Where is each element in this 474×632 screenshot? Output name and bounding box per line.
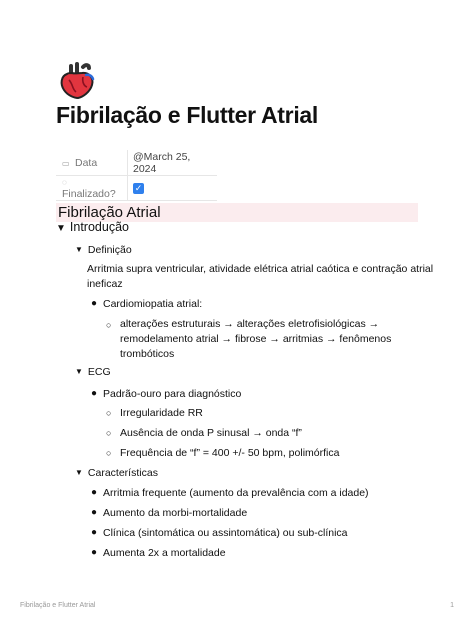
bullet-circle: ○ (106, 428, 112, 438)
property-key-finalizado: ◌Finalizado? (57, 176, 128, 201)
list-item: Frequência de “f” = 400 +/- 50 bpm, polimórfica (120, 447, 340, 459)
definition-paragraph: Arritmia supra ventricular, atividade elétrica atrial caótica e contração atrial ineficaz (87, 263, 434, 290)
property-value-finalizado[interactable] (128, 176, 217, 201)
bullet-dot: ● (91, 507, 98, 518)
bullet-dot: ● (91, 487, 98, 498)
calendar-icon: ▭ (62, 159, 70, 168)
page-footer (20, 602, 454, 609)
toggle-triangle-icon[interactable]: ▼ (56, 223, 66, 234)
bullet-dot: ● (91, 527, 98, 538)
list-item: Arritmia frequente (aumento da prevalência com a idade) (103, 487, 369, 499)
properties-table (56, 150, 217, 201)
toggle-definicao[interactable]: ▼ Definição (75, 244, 132, 256)
bullet-circle: ○ (106, 320, 112, 330)
bullet-dot: ● (91, 388, 98, 399)
toggle-caracteristicas[interactable]: ▼ Características (75, 467, 158, 479)
toggle-triangle-icon[interactable]: ▼ (75, 245, 83, 254)
list-item: Cardiomiopatia atrial: (103, 298, 203, 310)
toggle-triangle-icon[interactable]: ▼ (75, 367, 83, 376)
list-item: Clínica (sintomática ou assintomática) ou sub-clínica (103, 527, 348, 539)
status-icon: ◌ (62, 178, 67, 187)
bullet-dot: ● (91, 298, 98, 309)
toggle-triangle-icon[interactable]: ▼ (75, 468, 83, 477)
checked-checkbox[interactable]: ✓ (134, 182, 143, 193)
property-key-data: ▭ Data (57, 151, 128, 176)
page-title: Fibrilação e Flutter Atrial (56, 102, 318, 128)
bullet-circle: ○ (106, 408, 112, 418)
property-row-finalizado (57, 176, 217, 201)
bullet-dot: ● (91, 547, 98, 558)
toggle-ecg[interactable]: ▼ ECG (75, 366, 111, 378)
anatomical-heart-icon (56, 60, 100, 100)
list-item: Aumento da morbi-mortalidade (103, 507, 248, 519)
section-heading: Fibrilação Atrial (56, 203, 418, 222)
list-item: Irregularidade RR (120, 407, 203, 419)
footer-title: Fibrilação e Flutter Atrial (20, 602, 96, 609)
property-value-data[interactable]: @March 25, 2024 (128, 151, 217, 176)
list-item: Aumenta 2x a mortalidade (103, 547, 226, 559)
page-number: 1 (450, 602, 454, 609)
list-item: alterações estruturais → alterações eletrofisiológicas → remodelamento atrial → fibrose → arritmias → fenômenos trombóticos (120, 318, 392, 360)
bullet-circle: ○ (106, 448, 112, 458)
list-item: Padrão-ouro para diagnóstico (103, 388, 242, 400)
toggle-introducao[interactable]: ▼ Introdução (56, 220, 129, 234)
property-row-data (57, 151, 217, 176)
list-item: Ausência de onda P sinusal → onda “f” (120, 427, 302, 439)
